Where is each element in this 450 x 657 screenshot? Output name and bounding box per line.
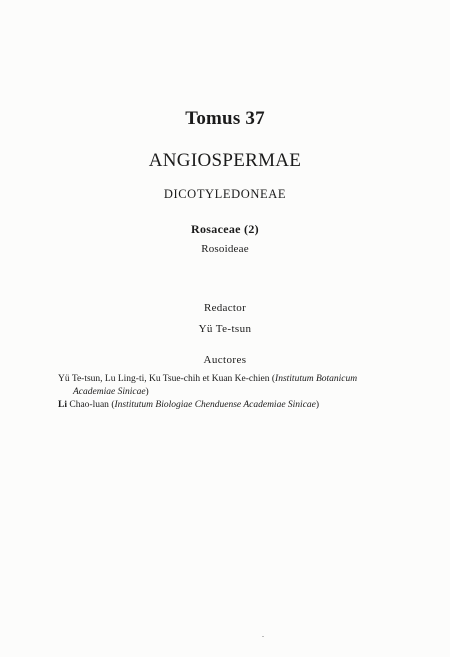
- division-heading: ANGIOSPERMAE: [148, 150, 302, 171]
- paren-open-1: (: [269, 374, 276, 384]
- subfamily-heading: Rosoideae: [201, 243, 249, 255]
- author-surname-li: Li: [58, 400, 67, 410]
- redactor-label: Redactor: [203, 302, 247, 314]
- institute-botanicum-part2: Academiae Sinicae: [73, 387, 146, 397]
- paren-close-2: ): [315, 400, 320, 410]
- authors-line-3: [58, 399, 408, 412]
- author-name-chao-luan: Chao-luan: [66, 400, 109, 410]
- authors-line-2: [58, 386, 408, 399]
- paren-open-2: (: [108, 400, 115, 410]
- paper-speck: [262, 636, 264, 637]
- authors-names-1: Yü Te-tsun, Lu Ling-ti, Ku Tsue-chih et Kuan Ke-chien: [58, 374, 270, 384]
- institute-chenduense: Institutum Biologiae Chenduense Academiae Sinicae: [114, 400, 316, 410]
- class-heading: DICOTYLEDONEAE: [163, 187, 287, 201]
- institute-botanicum-part1: Institutum Botanicum: [275, 374, 358, 384]
- paren-close-1: ): [145, 387, 149, 397]
- auctores-label: Auctores: [203, 354, 247, 366]
- authors-line-1: [58, 373, 408, 386]
- volume-title: Tomus 37: [185, 108, 265, 129]
- redactor-name: Yü Te-tsun: [198, 323, 252, 335]
- authors-block: [58, 373, 408, 412]
- family-heading: Rosaceae (2): [191, 222, 259, 236]
